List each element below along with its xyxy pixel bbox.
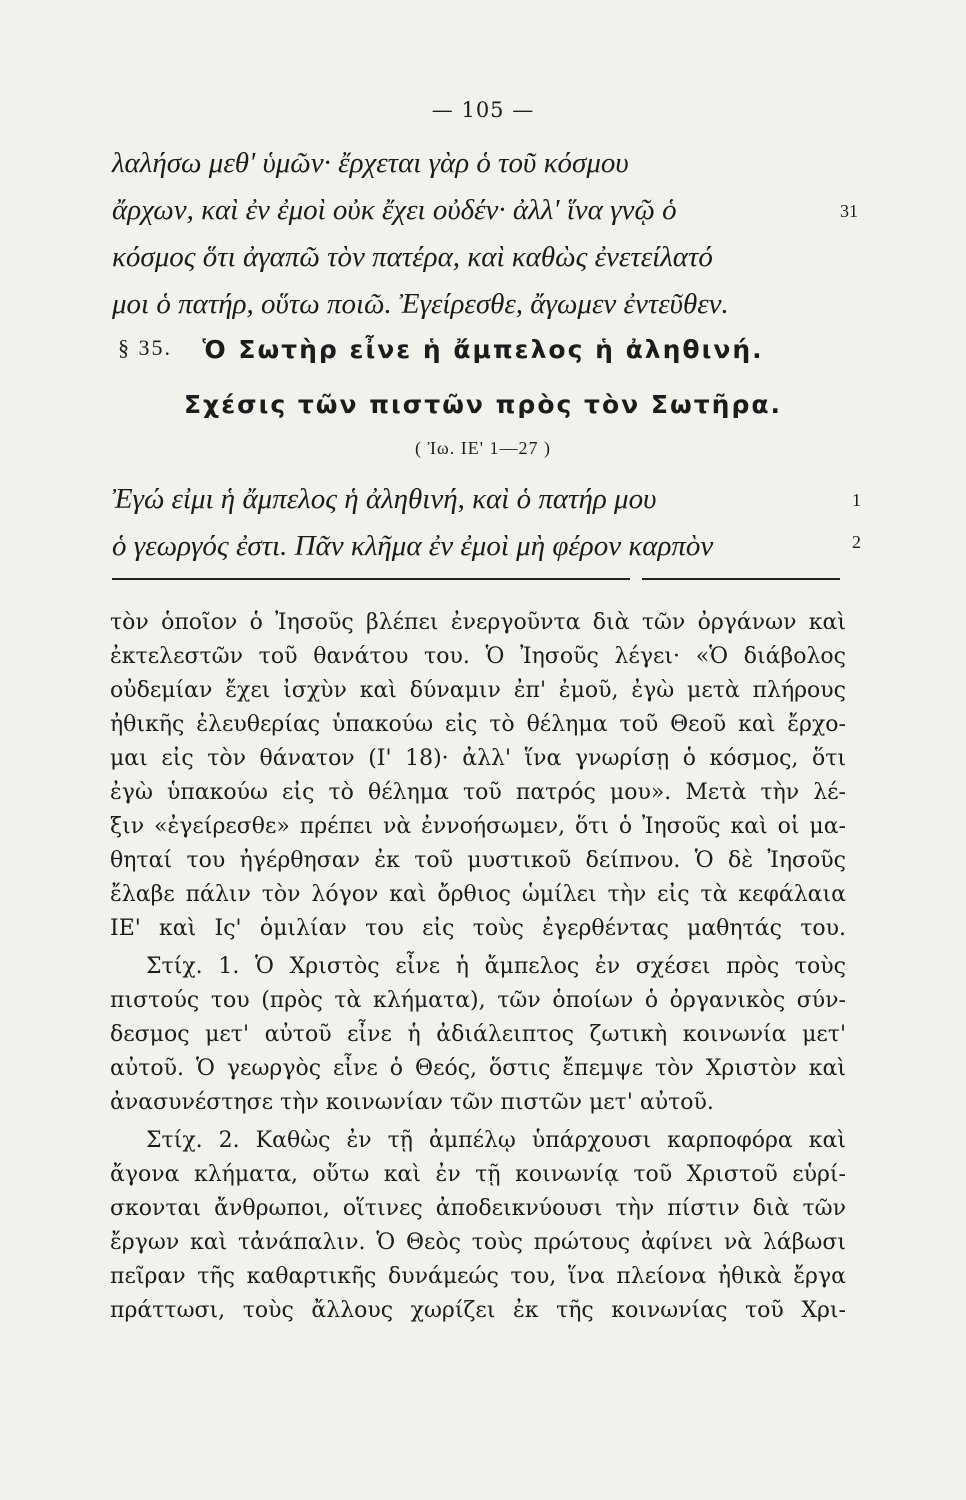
verse-number-31: 31 [840,201,858,221]
footnote-line: σκονται ἄνθρωποι, οἵτινες ἀποδεικνύουσι τὴν πίστιν διὰ τῶν [110,1196,846,1221]
section-title [0,335,966,364]
main-line-text: ὁ γεωργός ἐστι. Πᾶν κλῆμα ἐν ἐμοὶ μὴ φέρον καρπὸν [112,530,714,562]
main-line: μοι ὁ πατήρ, οὕτω ποιῶ. Ἐγείρεσθε, ἄγωμεν ἐντεῦθεν. [112,288,729,320]
main-line-text: ἄρχων, καὶ ἐν ἐμοὶ οὐκ ἔχει οὐδέν· ἀλλ' ἵνα γνῷ ὁ [112,194,677,226]
scripture-reference: ( Ἰω. ΙΕ' 1—27 ) [414,438,552,458]
footnote-line: αὐτοῦ. Ὁ γεωργὸς εἶνε ὁ Θεός, ὅστις ἔπεμψε τὸν Χριστὸν καὶ [110,1056,846,1081]
verse-number-1: 1 [852,490,861,510]
footnote-line: ἐγὼ ὑπακούω εἰς τὸ θέλημα τοῦ πατρός μου». Μετὰ τὴν λέ- [110,780,846,805]
footnote-line: θηταί του ἠγέρθησαν ἐκ τοῦ μυστικοῦ δείπνου. Ὁ δὲ Ἰησοῦς [110,848,846,873]
footnote-line: πιστούς του (πρὸς τὰ κλήματα), τῶν ὁποίων ὁ ὀργανικὸς σύν- [110,988,846,1013]
footnote-rule-right [642,578,840,580]
footnote-line: ἔλαβε πάλιν τὸν λόγον καὶ ὄρθιος ὡμίλει τὴν εἰς τὰ κεφάλαια [110,882,846,907]
main-line-text: Ἐγώ εἰμι ἡ ἄμπελος ἡ ἀληθινή, καὶ ὁ πατήρ μου [112,483,657,515]
section-title-line1: Ὁ Σωτὴρ εἶνε ἡ ἄμπελος ἡ ἀληθινή. [202,335,764,364]
footnote-line: ἀνασυνέστησε τὴν κοινωνίαν τῶν πιστῶν μετ' αὐτοῦ. [110,1090,714,1115]
footnote-line: ξιν «ἐγείρεσθε» πρέπει νὰ ἐννοήσωμεν, ὅτι ὁ Ἰησοῦς καὶ οἱ μα- [110,814,846,839]
verse-number-2: 2 [852,532,861,552]
footnote-line: ἔργων καὶ τἀνάπαλιν. Ὁ Θεὸς τοὺς πρώτους ἀφίνει νὰ λάβωσι [110,1230,846,1255]
section-subtitle: Σχέσις τῶν πιστῶν πρὸς τὸν Σωτῆρα. [183,390,783,419]
footnote-line: Στίχ. 1. Ὁ Χριστὸς εἶνε ἡ ἄμπελος ἐν σχέσει πρὸς τοὺς [146,954,846,979]
footnote-line: οὐδεμίαν ἔχει ἰσχὺν καὶ δύναμιν ἐπ' ἐμοῦ, ἐγὼ μετὰ πλήρους [110,678,846,703]
footnote-rule-left [112,578,630,580]
footnote-line: πράττωσι, τοὺς ἄλλους χωρίζει ἐκ τῆς κοινωνίας τοῦ Χρι- [110,1298,846,1323]
main-line [112,476,861,523]
footnote-line: δεσμος μετ' αὐτοῦ εἶνε ἡ ἀδιάλειπτος ζωτικὴ κοινωνία μετ' [110,1022,846,1047]
main-line [112,187,858,234]
footnote-line: ἠθικῆς ἐλευθερίας ὑπακούω εἰς τὸ θέλημα τοῦ Θεοῦ καὶ ἔρχο- [110,712,846,737]
footnote-text [110,606,846,1328]
footnote-line: ἐκτελεστῶν τοῦ θανάτου του. Ὁ Ἰησοῦς λέγει· «Ὁ διάβολος [110,644,846,669]
main-line [112,523,861,570]
section-mark: § 35. [118,335,172,360]
footnote-line: τὸν ὁποῖον ὁ Ἰησοῦς βλέπει ἐνεργοῦντα διὰ τῶν ὀργάνων καὶ [110,610,846,635]
main-line: κόσμος ὅτι ἀγαπῶ τὸν πατέρα, καὶ καθὼς ἐνετείλατό [112,241,713,273]
main-text-bottom [112,476,861,570]
footnote-line: ΙΕ' καὶ Ις' ὁμιλίαν του εἰς τοὺς ἐγερθέντας μαθητάς του. [110,916,846,941]
page-number: — 105 — [431,98,535,122]
main-text-top [112,140,858,328]
footnote-line: ἄγονα κλήματα, οὕτω καὶ ἐν τῇ κοινωνίᾳ τοῦ Χριστοῦ εὑρί- [110,1162,846,1187]
footnote-line: πεῖραν τῆς καθαρτικῆς δυνάμεώς του, ἵνα πλείονα ἠθικὰ ἔργα [110,1264,846,1289]
footnote-line: Στίχ. 2. Καθὼς ἐν τῇ ἀμπέλῳ ὑπάρχουσι καρποφόρα καὶ [146,1128,846,1153]
main-line: λαλήσω μεθ' ὑμῶν· ἔρχεται γὰρ ὁ τοῦ κόσμου [112,147,629,179]
footnote-line: μαι εἰς τὸν θάνατον (Ι' 18)· ἀλλ' ἵνα γνωρίσῃ ὁ κόσμος, ὅτι [110,746,846,771]
